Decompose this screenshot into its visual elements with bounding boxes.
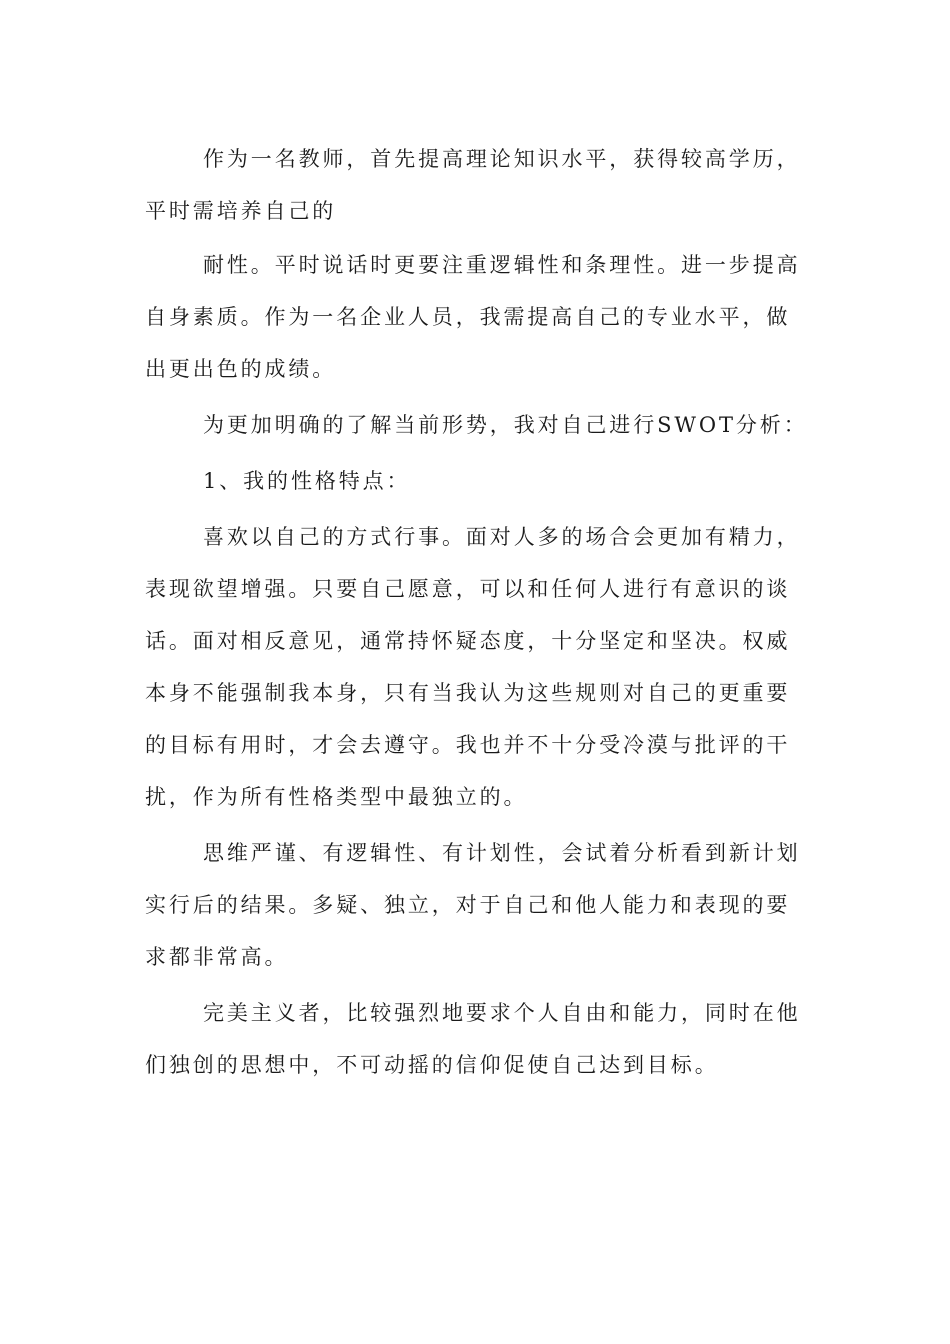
paragraph-teacher: 作为一名教师，首先提高理论知识水平，获得较高学历，平时需培养自己的 [145,147,801,223]
paragraph-thinking: 思维严谨、有逻辑性、有计划性，会试着分析看到新计划实行后的结果。多疑、独立，对于自己和他人能力和表现的要求都非常高。 [145,841,801,969]
paragraph-heading-personality: 1、我的性格特点： [203,469,411,493]
paragraph-swot-intro: 为更加明确的了解当前形势，我对自己进行SWOT分析： [203,413,808,437]
paragraph-perfectionist: 完美主义者，比较强烈地要求个人自由和能力，同时在他们独创的思想中，不可动摇的信仰促使自己达到目标。 [145,1001,801,1077]
paragraph-patience: 耐性。平时说话时更要注重逻辑性和条理性。进一步提高自身素质。作为一名企业人员，我需提高自己的专业水平，做出更出色的成绩。 [145,253,801,381]
paragraph-personality: 喜欢以自己的方式行事。面对人多的场合会更加有精力，表现欲望增强。只要自己愿意，可以和任何人进行有意识的谈话。面对相反意见，通常持怀疑态度，十分坚定和坚决。权威本身不能强制我本身，只有当我认为这些规则对自己的更重要的目标有用时，才会去遵守。我也并不十分受冷漠与批评的干扰，作为所有性格类型中最独立的。 [145,525,801,809]
document-body [145,133,810,1091]
